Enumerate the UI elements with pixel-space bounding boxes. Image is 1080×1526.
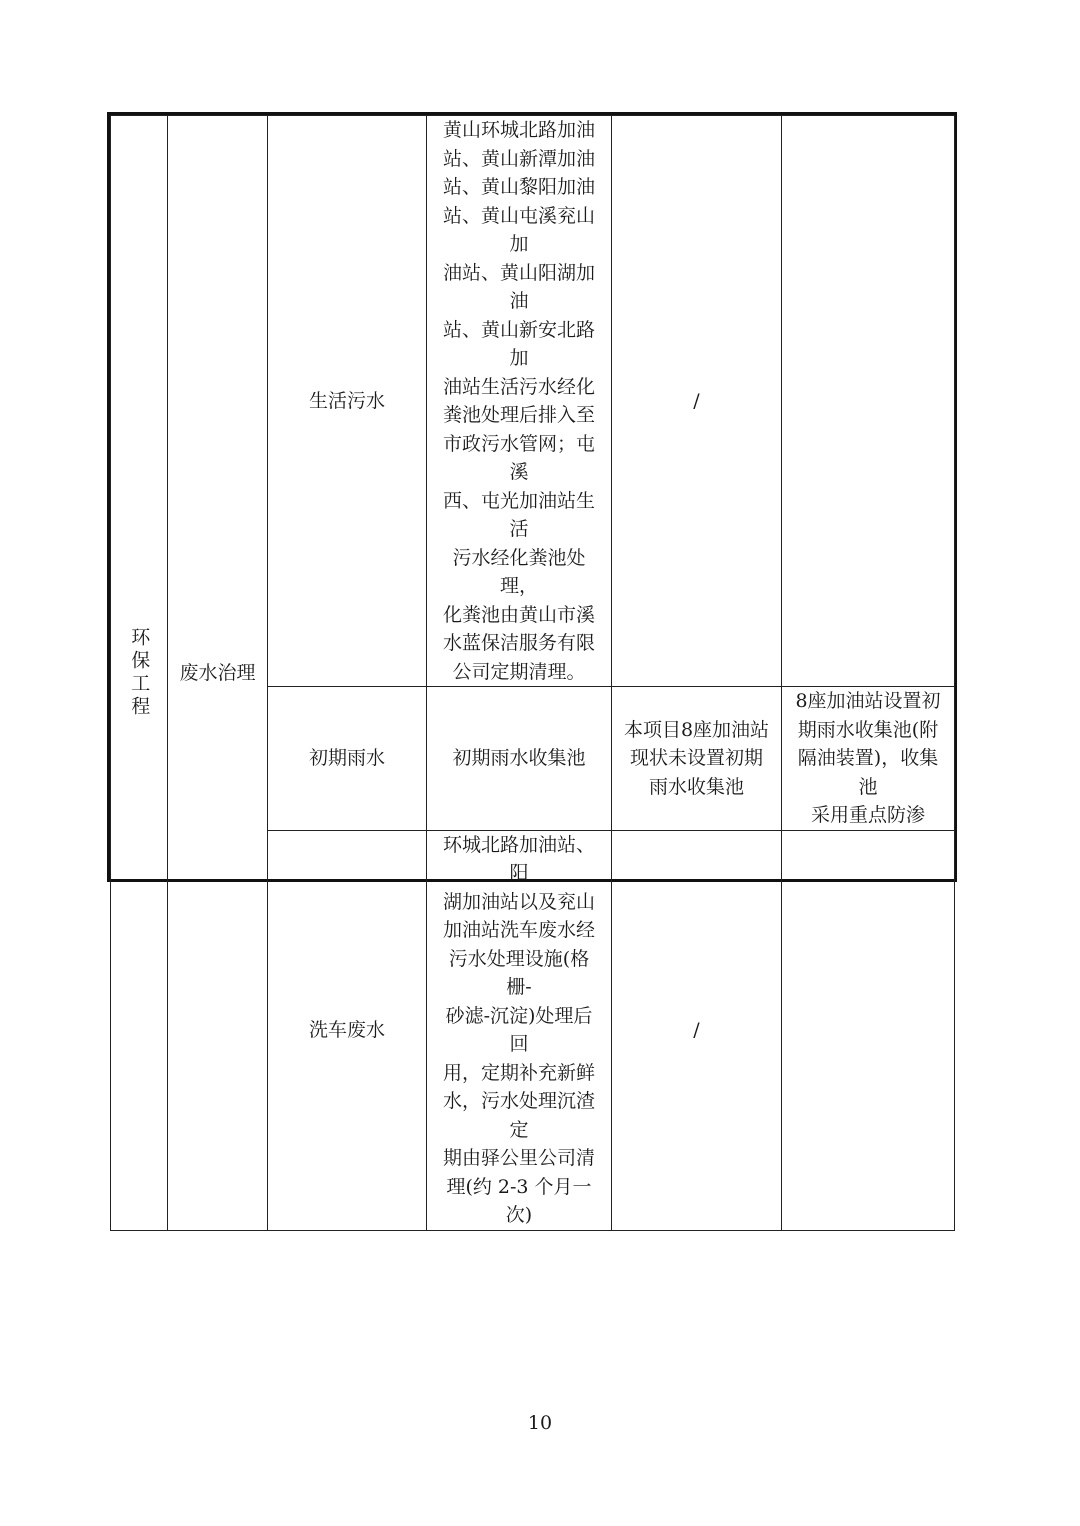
item-cell: 初期雨水 [268, 687, 427, 831]
measure-cell: 黄山环城北路加油 站、黄山新潭加油 站、黄山黎阳加油 站、黄山屯溪兖山加 油站、黄山阳湖加油 站、黄山新安北路加 油站生活污水经化 粪池处理后排入至 市政污水管网；屯溪 西、屯光加油站生活 污水经化粪池处理， 化粪池由黄山市溪 水蓝保洁服务有限 公司定期清理。 [427, 116, 612, 687]
status-cell: 本项目8座加油站 现状未设置初期 雨水收集池 [612, 687, 782, 831]
table-row [111, 116, 955, 687]
measure-cell: 环城北路加油站、阳 湖加油站以及兖山 加油站洗车废水经 污水处理设施(格栅- 砂滤-沉淀)处理后回 用，定期补充新鲜 水，污水处理沉渣定 期由驿公里公司清 理(约 2-3 个月一次) [427, 830, 612, 1230]
category-cell: 环保工程 [111, 116, 168, 1231]
plan-cell [782, 830, 955, 1230]
status-cell: / [612, 116, 782, 687]
measure-cell: 初期雨水收集池 [427, 687, 612, 831]
subcategory-cell: 废水治理 [168, 116, 268, 1231]
plan-cell: 8座加油站设置初 期雨水收集池(附 隔油装置)，收集池 采用重点防渗 [782, 687, 955, 831]
environmental-engineering-table [110, 115, 955, 1231]
item-cell: 生活污水 [268, 116, 427, 687]
plan-cell [782, 116, 955, 687]
page-number: 10 [527, 1412, 553, 1434]
item-cell: 洗车废水 [268, 830, 427, 1230]
project-table-frame [107, 112, 957, 1226]
status-cell: / [612, 830, 782, 1230]
